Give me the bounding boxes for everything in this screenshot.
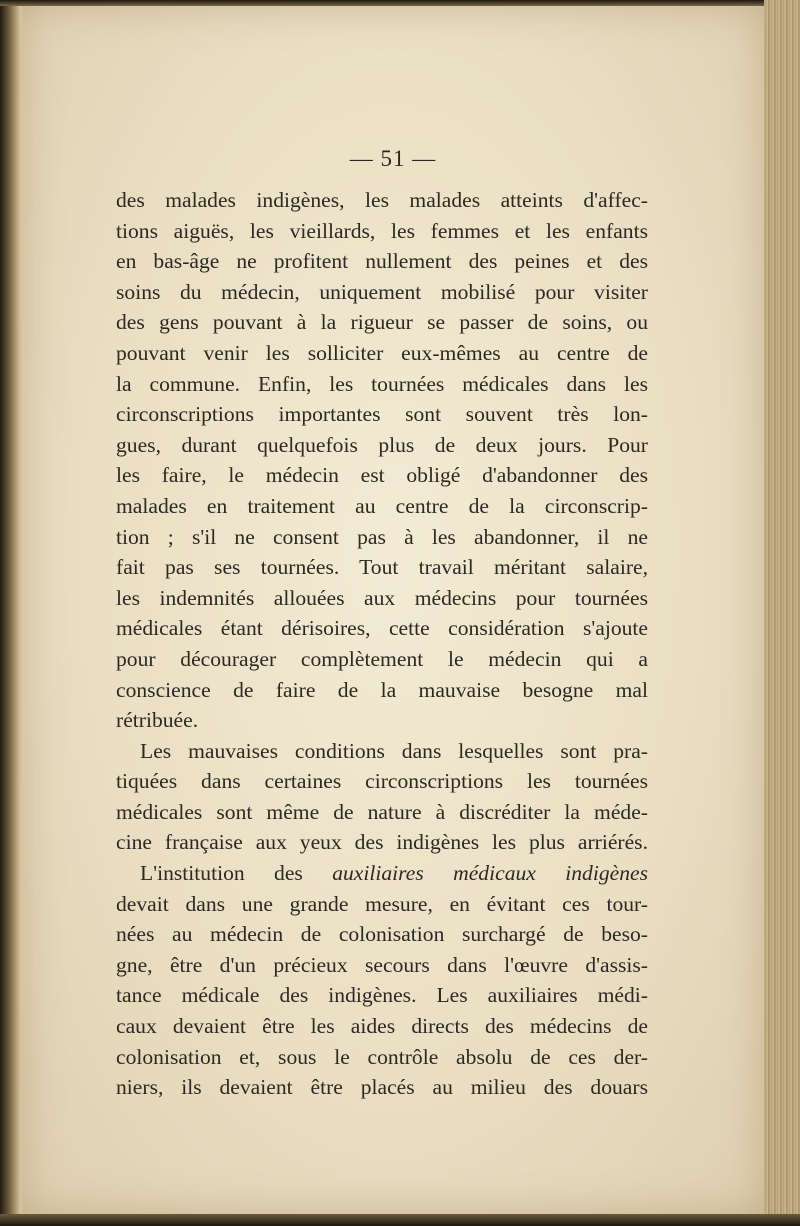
text-line: malades en traitement au centre de la circonscrip- xyxy=(116,493,648,518)
text-line: caux devaient être les aides directs des médecins de xyxy=(116,1014,648,1039)
page-number: — 51 — xyxy=(349,146,437,171)
italic-term: auxiliaires médicaux indigènes xyxy=(332,861,648,886)
text-run: L'institution des xyxy=(140,861,333,886)
text-line: les faire, le médecin est obligé d'abandonner des xyxy=(116,463,648,488)
book-spine-edge xyxy=(0,0,22,1226)
book-page xyxy=(22,6,764,1214)
page-stack-edge xyxy=(764,0,800,1226)
text-line: circonscriptions importantes sont souvent très lon- xyxy=(116,402,648,427)
text-line: médicales étant dérisoires, cette considération s'ajoute xyxy=(116,616,648,641)
text-line: en bas-âge ne profitent nullement des peines et des xyxy=(116,249,648,274)
text-line: les indemnités allouées aux médecins pour tournées xyxy=(116,585,648,610)
text-line: tions aiguës, les vieillards, les femmes et les enfants xyxy=(116,218,648,243)
text-line: niers, ils devaient être placés au milieu des douars xyxy=(116,1075,648,1100)
body-text xyxy=(116,185,648,1103)
text-line: devait dans une grande mesure, en évitant ces tour- xyxy=(116,891,648,916)
text-line: tiquées dans certaines circonscriptions les tournées xyxy=(116,769,648,794)
text-line: des gens pouvant à la rigueur se passer de soins, ou xyxy=(116,310,648,335)
text-line: médicales sont même de nature à discréditer la méde- xyxy=(116,799,648,824)
text-line: gne, être d'un précieux secours dans l'œuvre d'assis- xyxy=(116,952,648,977)
text-line: gues, durant quelquefois plus de deux jours. Pour xyxy=(116,432,648,457)
text-line: colonisation et, sous le contrôle absolu de ces der- xyxy=(116,1044,648,1069)
text-line: soins du médecin, uniquement mobilisé pour visiter xyxy=(116,279,648,304)
page-bottom-edge xyxy=(0,1214,800,1226)
text-line-paragraph-start xyxy=(116,858,648,889)
text-line-paragraph-start: Les mauvaises conditions dans lesquelles sont pra- xyxy=(140,738,648,763)
text-line: pour décourager complètement le médecin qui a xyxy=(116,646,648,671)
text-line: pouvant venir les solliciter eux-mêmes au centre de xyxy=(116,340,648,365)
text-line: nées au médecin de colonisation surchargé de beso- xyxy=(116,922,648,947)
text-line: tion ; s'il ne consent pas à les abandonner, il ne xyxy=(116,524,648,549)
text-line: conscience de faire de la mauvaise besogne mal xyxy=(116,677,648,702)
text-line: tance médicale des indigènes. Les auxiliaires médi- xyxy=(116,983,648,1008)
text-line: fait pas ses tournées. Tout travail méritant salaire, xyxy=(116,555,648,580)
text-line: cine française aux yeux des indigènes les plus arriérés. xyxy=(116,830,648,855)
text-line: des malades indigènes, les malades atteints d'affec- xyxy=(116,188,648,212)
text-line: la commune. Enfin, les tournées médicales dans les xyxy=(116,371,648,396)
text-line-paragraph-end: rétribuée. xyxy=(116,708,199,733)
